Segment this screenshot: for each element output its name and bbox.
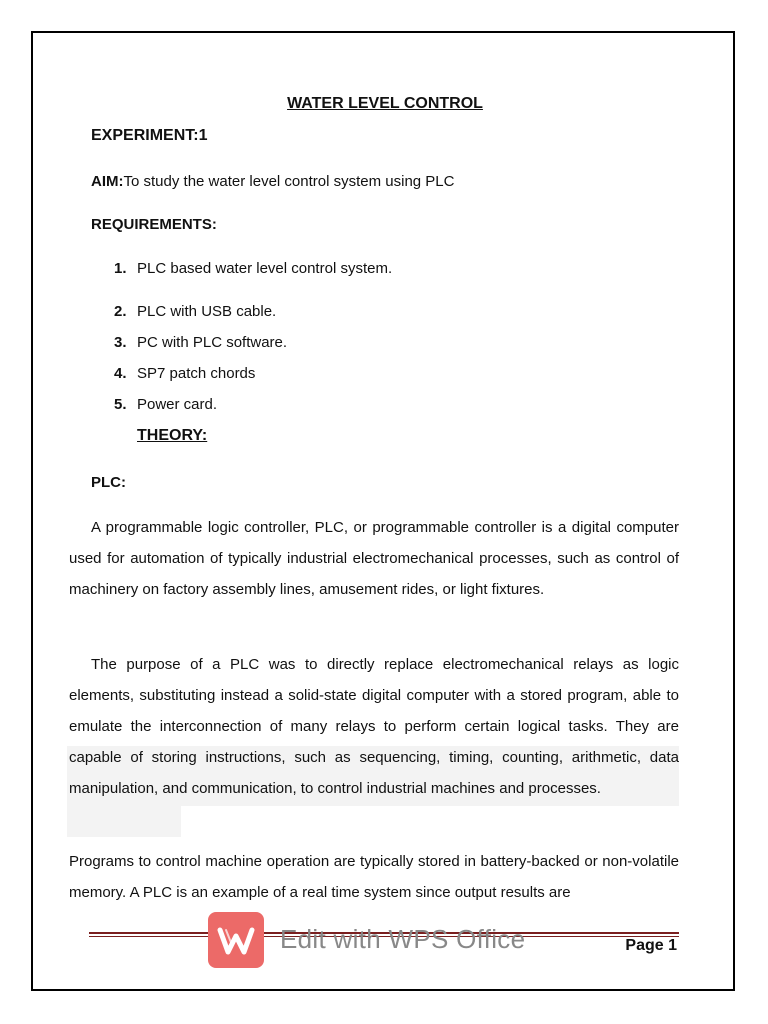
aim-line xyxy=(91,173,454,190)
list-number: 3. xyxy=(114,334,127,351)
list-text: PLC based water level control system. xyxy=(137,260,393,277)
document-page xyxy=(31,31,735,991)
list-item xyxy=(114,334,287,351)
experiment-heading: EXPERIMENT:1 xyxy=(91,127,208,144)
list-text: SP7 patch chords xyxy=(137,365,256,382)
paragraph: A programmable logic controller, PLC, or programmable controller is a digital computer used for automation of typically industrial electromechanical processes, such as control of machinery on factory assembly lines, amusement rides, or light fixtures. xyxy=(69,519,679,598)
paragraph: Programs to control machine operation are typically stored in battery-backed or non-volatile memory. A PLC is an example of a real time system since output results are xyxy=(69,853,679,901)
document-title: WATER LEVEL CONTROL xyxy=(287,95,483,112)
list-number: 4. xyxy=(114,365,127,382)
list-item xyxy=(114,365,255,382)
list-number: 5. xyxy=(114,396,127,413)
list-text: PLC with USB cable. xyxy=(137,303,277,320)
paragraph: The purpose of a PLC was to directly replace electromechanical relays as logic elements, substituting instead a solid-state digital computer with a stored program, able to emulate the interconnection of many relays to perform certain logical tasks. They are capable of storing instructions, such as sequencing, timing, counting, arithmetic, data manipulation, and communication, to control industrial machines and processes. xyxy=(69,656,679,797)
theory-heading: THEORY: xyxy=(137,427,208,444)
aim-label: AIM: xyxy=(91,173,124,190)
list-number: 2. xyxy=(114,303,127,320)
list-item xyxy=(114,303,276,320)
text-highlight xyxy=(67,806,181,837)
list-number: 1. xyxy=(114,260,127,277)
requirements-heading: REQUIREMENTS: xyxy=(91,216,217,233)
aim-text: To study the water level control system using PLC xyxy=(123,173,455,190)
list-text: Power card. xyxy=(137,396,218,413)
wps-logo-icon[interactable] xyxy=(208,912,264,968)
list-text: PC with PLC software. xyxy=(137,334,288,351)
list-item xyxy=(114,260,392,277)
plc-heading: PLC: xyxy=(91,474,126,491)
list-item xyxy=(114,396,217,413)
wps-edit-link[interactable]: Edit with WPS Office xyxy=(280,924,526,954)
page-number: Page 1 xyxy=(625,937,677,954)
